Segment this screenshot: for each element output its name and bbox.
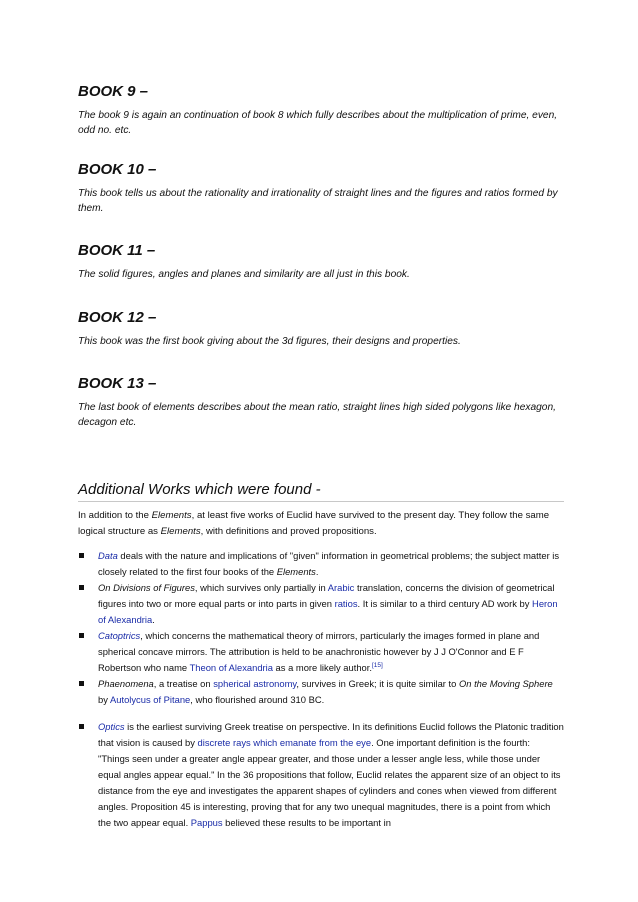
item-text: , survives in Greek; it is quite similar to [296, 678, 459, 689]
item-text: . [315, 566, 319, 577]
square-bullet-icon [79, 681, 84, 686]
square-bullet-icon [79, 724, 84, 729]
wiki-link[interactable]: ratios [334, 598, 358, 609]
work-title: Elements [276, 566, 316, 577]
works-list [78, 548, 564, 831]
square-bullet-icon [79, 585, 84, 590]
wiki-link[interactable]: Heron of Alexandria [98, 598, 558, 625]
item-text: . One important definition is the fourth: "Things seen under a greater angle appear greater, and those under a lesser angle less, while those under equal angles appear equal." In the 36 propositions that follow, Euclid relates the apparent size of an object to its distance from the eye and investigates the apparent shapes of cylinders and cones when viewed from different angles. Proposition 45 is interesting, proving that for any two unequal magnitudes, there is a point from which the two appear equal. [98, 737, 561, 828]
item-text: , which concerns the mathematical theory of mirrors, particularly the images formed in plane and spherical concave mirrors. The attribution is held to be anachronistic however by J J O'Connor and E F Robertson who name [98, 630, 540, 673]
book-description: This book tells us about the rationality and irrationality of straight lines and the figures and ratios formed by them. [78, 188, 558, 214]
item-text: translation, concerns the division of geometrical figures into two or more equal parts or into parts in given [98, 582, 555, 609]
intro-elements-title: Elements [160, 526, 201, 537]
wiki-link[interactable]: Catoptrics [98, 630, 141, 641]
item-text: . [152, 614, 155, 625]
work-title: On Divisions of Figures [98, 582, 195, 593]
citation-link[interactable]: [15] [371, 661, 383, 669]
wiki-link[interactable]: Theon of Alexandria [189, 662, 273, 673]
item-text: as a more likely author. [272, 662, 372, 673]
wiki-link[interactable]: Pappus [190, 817, 223, 828]
book-heading: BOOK 12 – [78, 309, 157, 326]
item-text: . It is similar to a third century AD work by [357, 598, 533, 609]
wiki-link[interactable]: discrete rays which emanate from the eye [197, 737, 372, 748]
item-text: believed these results to be important in [222, 817, 391, 828]
intro-text: In addition to the [78, 510, 152, 521]
intro-elements-title: Elements [151, 510, 192, 521]
work-title: On the Moving Sphere [458, 678, 553, 689]
intro-text: , at least five works of Euclid have survived to the present day. They follow the same logical structure as [78, 510, 550, 537]
book-heading: BOOK 10 – [78, 161, 157, 178]
book-13-section [78, 375, 568, 430]
additional-works-heading: Additional Works which were found - [78, 481, 564, 502]
item-text: by [98, 694, 110, 705]
item-text: deals with the nature and implications of "given" information in geometrical problems; the subject matter is closely related to the first four books of the [98, 550, 560, 577]
intro-text: , with definitions and proved propositions. [200, 526, 377, 537]
item-text: , a treatise on [153, 678, 214, 689]
item-text: , who flourished around 310 BC. [190, 694, 325, 705]
book-description: The book 9 is again an continuation of book 8 which fully describes about the multiplication of prime, even, odd no. etc. [78, 110, 558, 136]
list-item [78, 719, 564, 831]
book-description: This book was the first book giving about the 3d figures, their designs and properties. [78, 336, 461, 347]
book-heading: BOOK 13 – [78, 375, 157, 392]
wiki-link[interactable]: Arabic [327, 582, 355, 593]
book-10-section [78, 161, 568, 216]
book-11-section [78, 242, 568, 282]
book-12-section [78, 309, 568, 349]
list-item [78, 628, 564, 676]
work-title: Phaenomena [98, 678, 154, 689]
book-heading: BOOK 9 – [78, 83, 149, 100]
wiki-link[interactable]: Data [98, 550, 118, 561]
item-text: is the earliest surviving Greek treatise on perspective. In its definitions Euclid follows the Platonic tradition that vision is caused by [98, 721, 564, 748]
square-bullet-icon [79, 553, 84, 558]
additional-works-intro [78, 508, 564, 540]
wiki-link[interactable]: Autolycus of Pitane [110, 694, 191, 705]
wiki-link[interactable]: Optics [98, 721, 125, 732]
wiki-link[interactable]: spherical astronomy [213, 678, 297, 689]
item-text: , which survives only partially in [194, 582, 328, 593]
book-description: The last book of elements describes about the mean ratio, straight lines high sided polygons like hexagon, decagon etc. [78, 402, 556, 428]
list-item [78, 548, 564, 580]
list-item [78, 580, 564, 628]
book-9-section [78, 83, 568, 138]
list-item [78, 676, 564, 708]
book-heading: BOOK 11 – [78, 242, 156, 259]
book-description: The solid figures, angles and planes and similarity are all just in this book. [78, 269, 410, 280]
square-bullet-icon [79, 633, 84, 638]
